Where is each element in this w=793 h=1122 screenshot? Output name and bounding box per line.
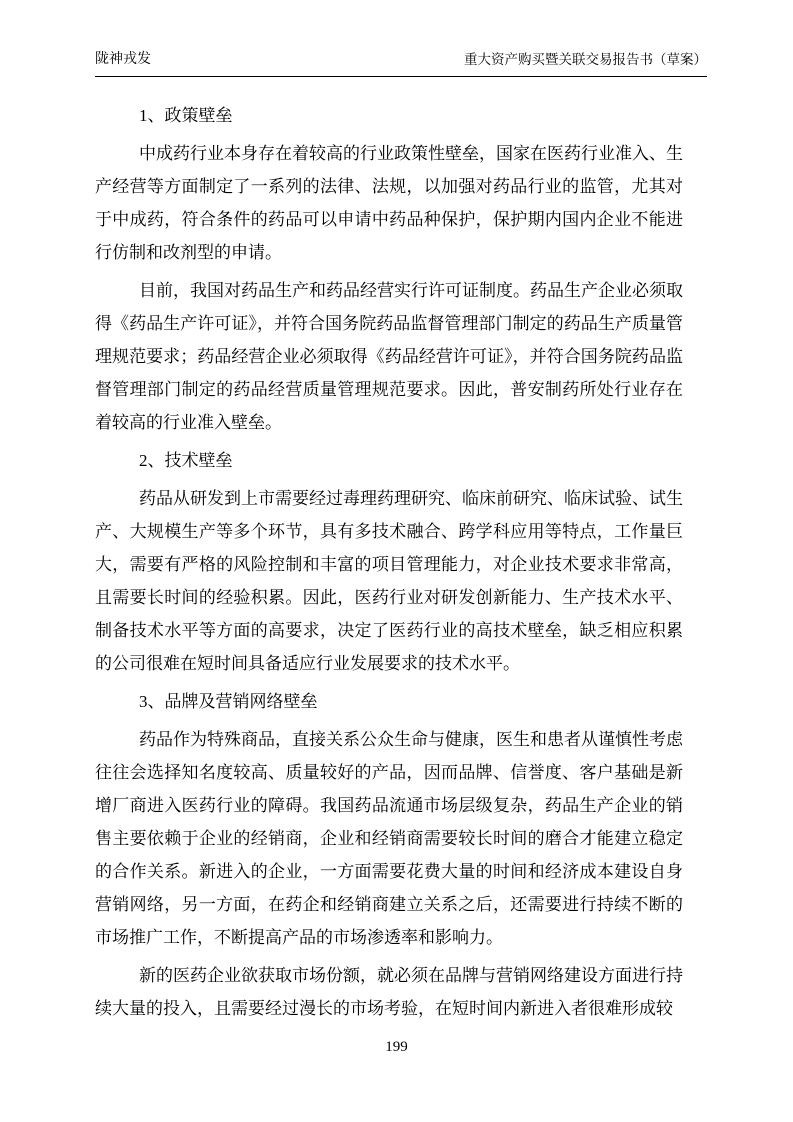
paragraph: 药品作为特殊商品，直接关系公众生命与健康，医生和患者从谨慎性考虑往往会选择知名度较高、质量较好的产品，因而品牌、信誉度、客户基础是新增厂商进入医药行业的障碍。我国药品流通市场层级复杂，药品生产企业的销售主要依赖于企业的经销商，企业和经销商需要较长时间的磨合才能建立稳定的合作关系。新进入的企业，一方面需要花费大量的时间和经济成本建设自身营销网络，另一方面，在药企和经销商建立关系之后，还需要进行持续不断的市场推广工作，不断提高产品的市场渗透率和影响力。 (95, 730, 683, 947)
section-heading: 3、品牌及营销网络壁垒 (139, 692, 318, 711)
section-heading: 2、技术壁垒 (139, 451, 233, 470)
header-company-name: 陇神戎发 (95, 52, 151, 67)
page-footer (0, 1038, 793, 1056)
document-body (95, 94, 683, 1030)
paragraph: 目前，我国对药品生产和药品经营实行许可证制度。药品生产企业必须取得《药品生产许可证》，并符合国务院药品监督管理部门制定的药品生产质量管理规范要求；药品经营企业必须取得《药品经营许可证》，并符合国务院药品监督管理部门制定的药品经营质量管理规范要求。因此，普安制药所处行业存在着较高的行业准入壁垒。 (95, 281, 683, 432)
paragraph: 药品从研发到上市需要经过毒理药理研究、临床前研究、临床试验、试生产、大规模生产等多个环节，具有多技术融合、跨学科应用等特点，工作量巨大，需要有严格的风险控制和丰富的项目管理能力，对企业技术要求非常高，且需要长时间的经验积累。因此，医药行业对研发创新能力、生产技术水平、制备技术水平等方面的高要求，决定了医药行业的高技术壁垒，缺乏相应积累的公司很难在短时间具备适应行业发展要求的技术水平。 (95, 489, 683, 673)
paragraph: 新的医药企业欲获取市场份额，就必须在品牌与营销网络建设方面进行持续大量的投入，且需要经过漫长的市场考验，在短时间内新进入者很难形成较 (95, 966, 683, 1018)
paragraph: 中成药行业本身存在着较高的行业政策性壁垒，国家在医药行业准入、生产经营等方面制定了一系列的法律、法规，以加强对药品行业的监管，尤其对于中成药，符合条件的药品可以申请中药品种保护，保护期内国内企业不能进行仿制和改剂型的申请。 (95, 144, 683, 262)
header-report-title: 重大资产购买暨关联交易报告书（草案） (464, 52, 707, 67)
section-heading: 1、政策壁垒 (139, 106, 233, 125)
page-header (95, 50, 707, 77)
page-number: 199 (385, 1039, 408, 1055)
